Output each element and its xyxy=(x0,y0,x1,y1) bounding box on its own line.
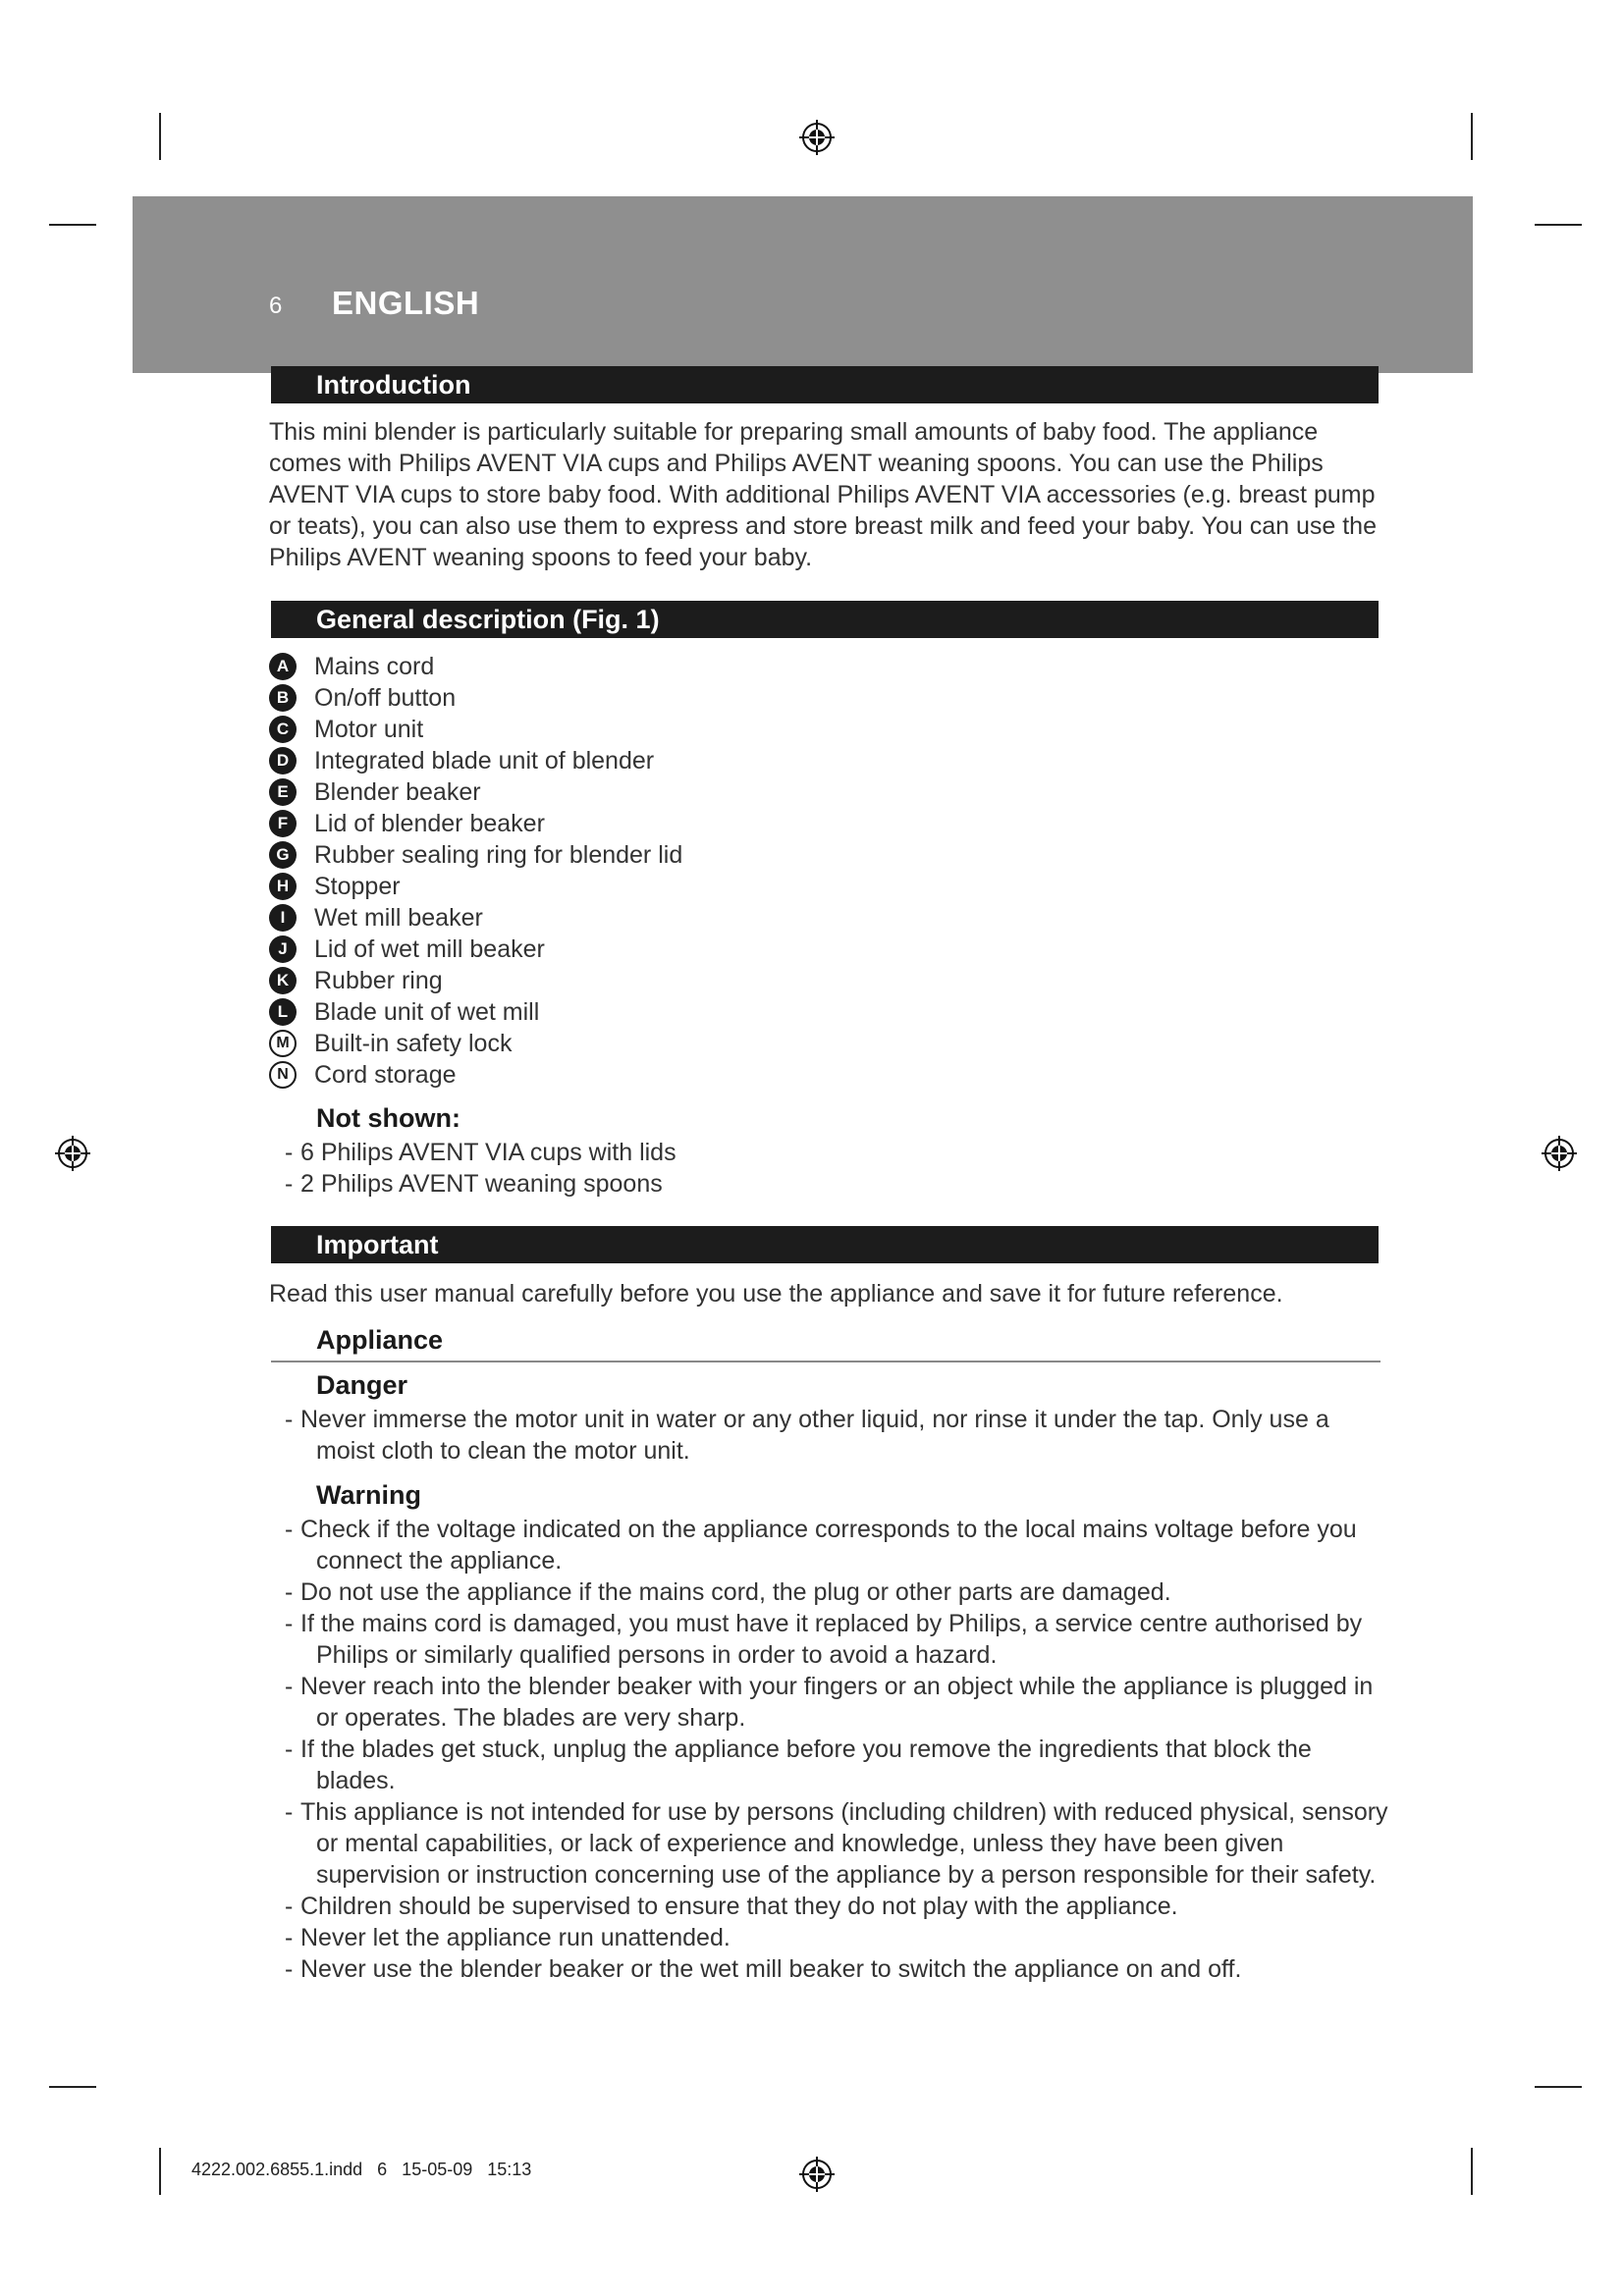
list-item xyxy=(269,965,682,996)
registration-mark-icon xyxy=(797,118,837,157)
crop-mark-bottom-right xyxy=(1471,2148,1473,2195)
letter-badge-icon: N xyxy=(269,1061,297,1089)
registration-mark-icon xyxy=(53,1134,92,1173)
part-label: Rubber sealing ring for blender lid xyxy=(314,841,683,869)
list-item: - Do not use the appliance if the mains cord, the plug or other parts are damaged. xyxy=(285,1578,1171,1606)
list-item xyxy=(269,808,682,839)
letter-badge-icon: G xyxy=(269,841,297,869)
letter-badge-icon: B xyxy=(269,684,297,712)
list-item-text: If the blades get stuck, unplug the appliance before you remove the ingredients that block the blades. xyxy=(300,1735,1312,1794)
list-item xyxy=(269,682,682,714)
list-item: - Never let the appliance run unattended. xyxy=(285,1924,731,1951)
list-item: - If the mains cord is damaged, you must have it replaced by Philips, a service centre authorised by Philips or similarly qualified persons in order to avoid a hazard. xyxy=(285,1610,1363,1669)
list-item-text: Children should be supervised to ensure that they do not play with the appliance. xyxy=(300,1893,1178,1920)
list-item xyxy=(269,651,682,682)
crop-mark-right-bottom xyxy=(1535,2086,1582,2088)
section-heading-important: Important xyxy=(271,1226,1379,1263)
list-item: - Never use the blender beaker or the wet mill beaker to switch the appliance on and off. xyxy=(285,1955,1242,1983)
not-shown-heading: Not shown: xyxy=(316,1103,460,1133)
important-intro: Read this user manual carefully before you use the appliance and save it for future reference. xyxy=(269,1280,1283,1308)
letter-badge-icon: M xyxy=(269,1030,297,1057)
section-heading-introduction: Introduction xyxy=(271,366,1379,403)
appliance-heading: Appliance xyxy=(316,1325,444,1355)
part-label: On/off button xyxy=(314,684,457,712)
letter-badge-icon: D xyxy=(269,747,297,774)
crop-mark-left-top xyxy=(49,224,96,226)
introduction-paragraph: This mini blender is particularly suitable for preparing small amounts of baby food. The appliance comes with Philips AVENT VIA cups and Philips AVENT weaning spoons. You can use the Philips AVENT VIA cups to store baby food. With additional Philips AVENT VIA accessories (e.g. breast pump or teats), you can also use them to express and store breast milk and feed your baby. You can use the Philips AVENT weaning spoons to feed your baby. xyxy=(269,418,1377,571)
list-item-text: Never let the appliance run unattended. xyxy=(300,1924,731,1951)
list-item xyxy=(269,1059,682,1091)
letter-badge-icon: E xyxy=(269,778,297,806)
list-item-text: 6 Philips AVENT VIA cups with lids xyxy=(300,1139,677,1166)
crop-mark-right-top xyxy=(1535,224,1582,226)
list-item: - Never reach into the blender beaker with your fingers or an object while the appliance is plugged in or operates. The blades are very sharp. xyxy=(285,1673,1374,1732)
list-item xyxy=(269,745,682,776)
parts-list xyxy=(269,651,682,1091)
part-label: Rubber ring xyxy=(314,967,443,994)
list-item-text: Do not use the appliance if the mains cord, the plug or other parts are damaged. xyxy=(300,1578,1171,1606)
page-number: 6 xyxy=(269,293,283,319)
list-item: - Children should be supervised to ensure that they do not play with the appliance. xyxy=(285,1893,1178,1920)
list-item xyxy=(269,902,682,934)
crop-mark-top-left xyxy=(159,113,161,160)
part-label: Mains cord xyxy=(314,653,435,680)
list-item-text: This appliance is not intended for use by persons (including children) with reduced physical, sensory or mental capabilities, or lack of experience and knowledge, unless they have been given supervision or instruction concerning use of the appliance by a person responsible for their safety. xyxy=(300,1798,1388,1889)
list-item xyxy=(269,871,682,902)
list-item: - 2 Philips AVENT weaning spoons xyxy=(285,1170,663,1198)
list-item-text: Never use the blender beaker or the wet mill beaker to switch the appliance on and off. xyxy=(300,1955,1242,1983)
section-heading-general-description: General description (Fig. 1) xyxy=(271,601,1379,638)
danger-heading: Danger xyxy=(316,1370,408,1400)
list-item: - If the blades get stuck, unplug the appliance before you remove the ingredients that block the blades. xyxy=(285,1735,1312,1794)
warning-heading: Warning xyxy=(316,1480,421,1510)
list-item: - Check if the voltage indicated on the appliance corresponds to the local mains voltage before you connect the appliance. xyxy=(285,1516,1357,1575)
language-heading: ENGLISH xyxy=(332,285,480,321)
letter-badge-icon: K xyxy=(269,967,297,994)
crop-mark-left-bottom xyxy=(49,2086,96,2088)
list-item xyxy=(269,839,682,871)
list-item xyxy=(269,1028,682,1059)
letter-badge-icon: H xyxy=(269,873,297,900)
registration-mark-icon xyxy=(1540,1134,1579,1173)
part-label: Blade unit of wet mill xyxy=(314,998,540,1026)
warning-list xyxy=(285,1514,1394,1985)
list-item-text: If the mains cord is damaged, you must have it replaced by Philips, a service centre authorised by Philips or similarly qualified persons in order to avoid a hazard. xyxy=(300,1610,1363,1669)
part-label: Built-in safety lock xyxy=(314,1030,513,1057)
part-label: Lid of blender beaker xyxy=(314,810,545,837)
letter-badge-icon: L xyxy=(269,998,297,1026)
crop-mark-top-right xyxy=(1471,113,1473,160)
letter-badge-icon: A xyxy=(269,653,297,680)
list-item: - Never immerse the motor unit in water or any other liquid, nor rinse it under the tap. Only use a moist cloth to clean the motor unit. xyxy=(285,1406,1329,1465)
part-label: Stopper xyxy=(314,873,401,900)
list-item: - This appliance is not intended for use by persons (including children) with reduced physical, sensory or mental capabilities, or lack of experience and knowledge, unless they have been given supervision or instruction concerning use of the appliance by a person responsible for their safety. xyxy=(285,1798,1388,1889)
part-label: Integrated blade unit of blender xyxy=(314,747,655,774)
list-item xyxy=(269,776,682,808)
list-item xyxy=(269,714,682,745)
file-info: 4222.002.6855.1.indd 6 15-05-09 15:13 xyxy=(191,2160,532,2179)
letter-badge-icon: C xyxy=(269,716,297,743)
list-item xyxy=(269,934,682,965)
letter-badge-icon: J xyxy=(269,935,297,963)
list-item-text: Never reach into the blender beaker with your fingers or an object while the appliance is plugged in or operates. The blades are very sharp. xyxy=(300,1673,1374,1732)
letter-badge-icon: F xyxy=(269,810,297,837)
list-item: - 6 Philips AVENT VIA cups with lids xyxy=(285,1139,677,1166)
list-item-text: Check if the voltage indicated on the appliance corresponds to the local mains voltage before you connect the appliance. xyxy=(300,1516,1357,1575)
list-item xyxy=(269,996,682,1028)
part-label: Wet mill beaker xyxy=(314,904,483,932)
part-label: Blender beaker xyxy=(314,778,481,806)
danger-list xyxy=(285,1404,1394,1467)
registration-mark-icon xyxy=(797,2155,837,2194)
crop-mark-bottom-left xyxy=(159,2148,161,2195)
part-label: Motor unit xyxy=(314,716,424,743)
part-label: Cord storage xyxy=(314,1061,457,1089)
list-item-text: Never immerse the motor unit in water or any other liquid, nor rinse it under the tap. Only use a moist cloth to clean the motor unit. xyxy=(300,1406,1329,1465)
letter-badge-icon: I xyxy=(269,904,297,932)
part-label: Lid of wet mill beaker xyxy=(314,935,545,963)
not-shown-list xyxy=(285,1137,1394,1200)
list-item-text: 2 Philips AVENT weaning spoons xyxy=(300,1170,663,1198)
appliance-divider xyxy=(271,1361,1380,1362)
